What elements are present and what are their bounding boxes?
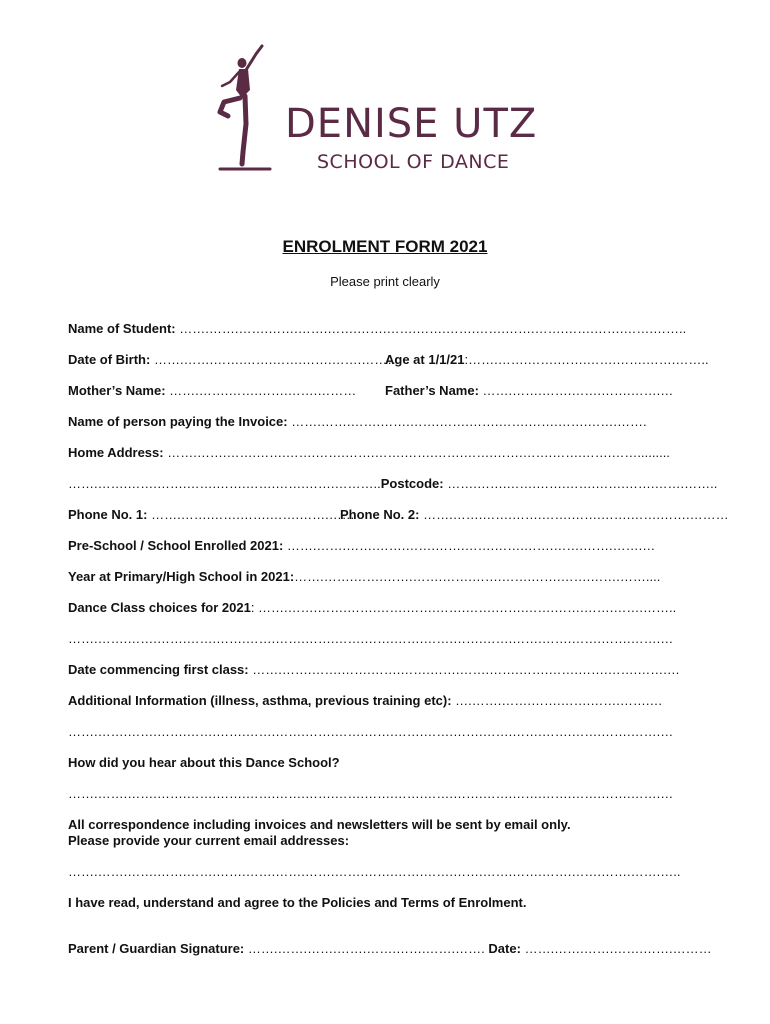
dob-dots: …….…….…….…….…….…….…….……… <box>153 352 401 367</box>
hear-question: How did you hear about this Dance School? <box>68 755 340 770</box>
phone1-dots: …….…….…….…….…….…….…… <box>151 507 355 522</box>
address-field[interactable] <box>68 445 670 461</box>
form-instruction: Please print clearly <box>330 274 440 289</box>
mother-name-field[interactable] <box>68 383 356 399</box>
father-name-dots: …….…….…….…….…….…….… <box>482 383 674 398</box>
dob-field[interactable] <box>68 352 400 368</box>
postcode-dots: …….…….…….…….…….…….…….…….…….. <box>447 476 718 491</box>
class-choices-dots: : …….…….…….…….…….…….…….…….…….…….…….…….…….…….. <box>250 600 677 615</box>
signature-field[interactable] <box>68 941 712 957</box>
payer-label: Name of person paying the Invoice: <box>68 414 288 429</box>
address-dots: …….…….…….…….…….…….…….…….…….…….…….…….…….…….…….……......... <box>167 445 670 460</box>
signature-label: Parent / Guardian Signature: <box>68 941 245 956</box>
phone1-field[interactable] <box>68 507 355 523</box>
additional-info-line2-field[interactable] <box>68 724 673 740</box>
additional-info-field[interactable] <box>68 693 662 709</box>
phone2-label: Phone No. 2: <box>340 507 420 522</box>
signature-dots: …….…….…….…….…….…….…….……. <box>247 941 485 956</box>
school-year-field[interactable] <box>68 569 660 585</box>
student-name-dots: …….…….…….…….…….…….…….…….…….…….…….…….…….…….…….…….…….. <box>179 321 687 336</box>
additional-info-line2-dots: …….…….…….…….…….…….…….…….…….…….…….…….…….…….…….…….…….…….…….…….… <box>68 724 674 739</box>
school-subtitle: SCHOOL OF DANCE <box>317 151 510 173</box>
class-choices-field[interactable] <box>68 600 676 616</box>
student-name-label: Name of Student: <box>68 321 176 336</box>
date-dots: …….…….…….…….…….……… <box>524 941 712 956</box>
school-year-label: Year at Primary/High School in 2021: <box>68 569 295 584</box>
class-choices-line2-dots: …….…….…….…….…….…….…….…….…….…….…….…….…….…….…….…….…….…….…….…….… <box>68 631 674 646</box>
student-name-field[interactable] <box>68 321 686 337</box>
school-enrolled-label: Pre-School / School Enrolled 2021: <box>68 538 284 553</box>
payer-dots: …….…….…….…….…….…….…….…….…….…….…….……. <box>291 414 647 429</box>
dancer-logo-icon <box>212 42 276 176</box>
hear-answer-field[interactable] <box>68 786 673 802</box>
email-note-line2: Please provide your current email addresses: <box>68 833 350 848</box>
additional-info-label: Additional Information (illness, asthma, previous training etc): <box>68 693 452 708</box>
email-dots: …….…….…….…….…….…….…….…….…….…….…….…….…….…….…….…….…….…….…….…….….. <box>68 864 681 879</box>
phone2-dots: …….…….…….…….…….…….…….…….…….……… <box>423 507 729 522</box>
date-label: Date: <box>488 941 521 956</box>
phone1-label: Phone No. 1: <box>68 507 148 522</box>
commence-date-dots: …….…….…….…….…….…….…….…….…….…….…….…….…….…….… <box>252 662 680 677</box>
hear-answer-dots: …….…….…….…….…….…….…….…….…….…….…….…….…….…….…….…….…….…….…….…….… <box>68 786 674 801</box>
class-choices-label: Dance Class choices for 2021 <box>68 600 251 615</box>
email-field[interactable] <box>68 864 680 880</box>
postcode-label: Postcode: <box>380 476 444 491</box>
phone2-field[interactable] <box>340 507 729 523</box>
father-name-label: Father’s Name: <box>385 383 479 398</box>
payer-field[interactable] <box>68 414 647 430</box>
mother-name-label: Mother’s Name: <box>68 383 166 398</box>
age-dots: :…….…….…….…….…….…….…….…….. <box>464 352 709 367</box>
address-line2-field[interactable] <box>68 476 717 492</box>
school-enrolled-dots: …….…….…….…….…….…….…….…….…….…….…….…….… <box>286 538 656 553</box>
agreement-statement: I have read, understand and agree to the Policies and Terms of Enrolment. <box>68 895 527 910</box>
address-label: Home Address: <box>68 445 164 460</box>
school-name: DENISE UTZ <box>285 101 538 147</box>
mother-name-dots: …….…….…….…….…….……… <box>169 383 357 398</box>
form-title: ENROLMENT FORM 2021 <box>282 237 488 256</box>
address-line2-dots: …….…….…….…….…….…….…….…….…….……….. <box>68 476 381 491</box>
commence-date-field[interactable] <box>68 662 680 678</box>
father-name-field[interactable] <box>385 383 673 399</box>
age-label: Age at 1/1/21 <box>385 352 465 367</box>
school-year-dots: …….…….…….…….…….…….…….…….…….…….…….…….... <box>294 569 661 584</box>
class-choices-line2-field[interactable] <box>68 631 673 647</box>
school-enrolled-field[interactable] <box>68 538 655 554</box>
age-field[interactable] <box>385 352 709 368</box>
commence-date-label: Date commencing first class: <box>68 662 249 677</box>
email-note-line1: All correspondence including invoices and newsletters will be sent by email only. <box>68 817 571 832</box>
dob-label: Date of Birth: <box>68 352 151 367</box>
additional-info-dots: ….…….…….…….…….…….…….… <box>455 693 663 708</box>
